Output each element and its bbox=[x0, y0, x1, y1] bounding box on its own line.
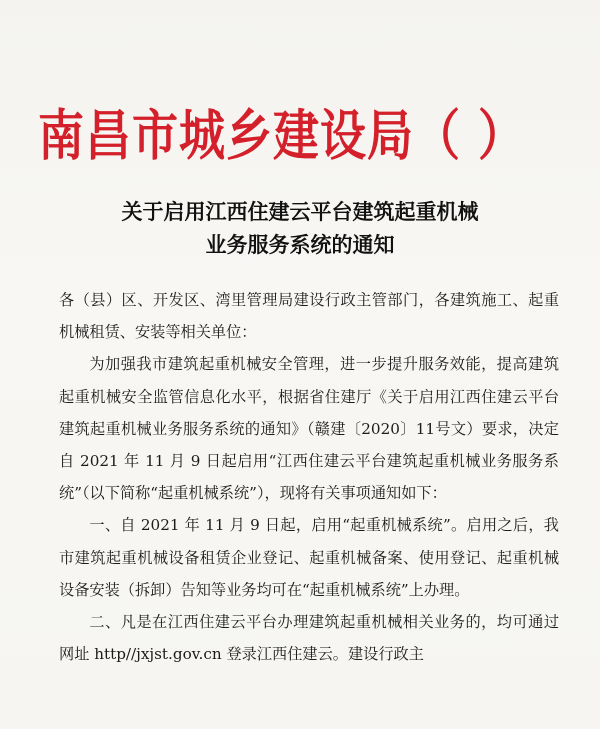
document-title-line-2: 业务服务系统的通知 bbox=[205, 233, 395, 257]
intro-paragraph: 为加强我市建筑起重机械安全管理，进一步提升服务效能，提高建筑起重机械安全监管信息化水平，根据省住建厅《关于启用江西住建云平台建筑起重机械业务服务系统的通知》（赣建〔2020〕11号文）要求，决定自 2021 年 11 月 9 日起启用“江西住建云平台建筑起重机械业务服务系统”（以下简称“起重机械系统”），现将有关事项通知如下： bbox=[59, 355, 559, 503]
document-body bbox=[59, 284, 559, 670]
header-divider bbox=[0, 178, 600, 180]
item-one-paragraph: 一、自 2021 年 11 月 9 日起，启用“起重机械系统”。启用之后，我市建筑起重机械设备租赁企业登记、起重机械备案、使用登记、起重机械设备安装（拆卸）告知等业务均可在“起重机械系统”上办理。 bbox=[59, 516, 559, 599]
addressee-paragraph: 各（县）区、开发区、湾里管理局建设行政主管部门，各建筑施工、起重机械租赁、安装等相关单位： bbox=[59, 291, 559, 342]
item-two-paragraph: 二、凡是在江西住建云平台办理建筑起重机械相关业务的，均可通过网址 http//jxjst.gov.cn 登录江西住建云。建设行政主 bbox=[59, 613, 559, 664]
document-title-line-1: 关于启用江西住建云平台建筑起重机械 bbox=[121, 200, 479, 224]
document-title bbox=[0, 196, 600, 262]
issuer-header: 南昌市城乡建设局（ ） bbox=[38, 103, 526, 168]
